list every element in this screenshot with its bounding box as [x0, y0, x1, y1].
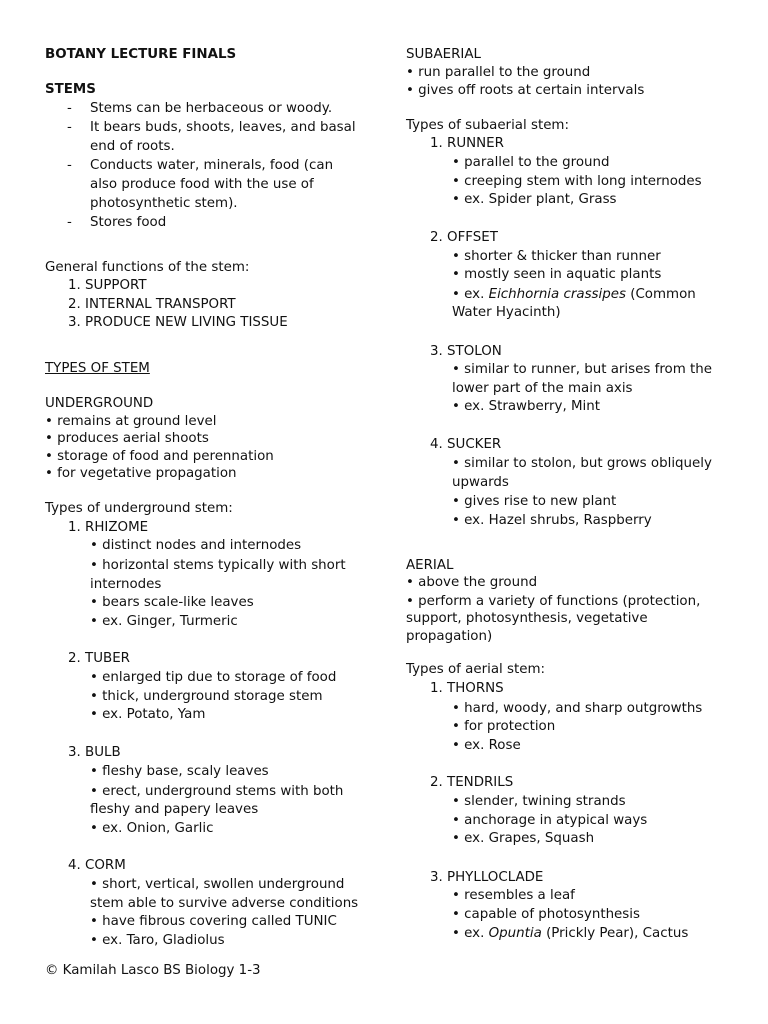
stems-point: also produce food with the use of [90, 177, 314, 192]
underground-bullet: • produces aerial shoots [45, 431, 209, 446]
bulb-line: • ex. Onion, Garlic [90, 821, 214, 836]
underground-bullet: • for vegetative propagation [45, 466, 237, 481]
thorns-line: • hard, woody, and sharp outgrowths [452, 701, 703, 716]
function-item: 1. SUPPORT [68, 278, 147, 293]
rhizome-line: • bears scale-like leaves [90, 595, 254, 610]
runner-line: • creeping stem with long internodes [452, 174, 702, 189]
runner-line: • ex. Spider plant, Grass [452, 192, 617, 207]
rhizome-line: • horizontal stems typically with short [90, 558, 346, 573]
function-item: 3. PRODUCE NEW LIVING TISSUE [68, 315, 288, 330]
rhizome-title: 1. RHIZOME [68, 520, 149, 535]
offset-example-prefix: • ex. [452, 287, 489, 302]
thorns-line: • for protection [452, 719, 556, 734]
dash-marker: - [67, 120, 72, 135]
underground-bullet: • storage of food and perennation [45, 449, 274, 464]
sucker-title: 4. SUCKER [430, 437, 502, 452]
phylloclade-example-suffix: (Prickly Pear), Cactus [541, 926, 689, 941]
corm-line: • have fibrous covering called TUNIC [90, 914, 337, 929]
phylloclade-example [452, 925, 688, 944]
sucker-line: upwards [452, 475, 509, 490]
offset-line: • mostly seen in aquatic plants [452, 267, 662, 282]
tendrils-line: • slender, twining strands [452, 794, 626, 809]
stolon-line: • similar to runner, but arises from the [452, 362, 712, 377]
subaerial-types-heading: Types of subaerial stem: [406, 118, 569, 133]
dash-marker: - [67, 158, 72, 173]
bulb-line: • erect, underground stems with both [90, 784, 344, 799]
tendrils-title: 2. TENDRILS [430, 775, 514, 790]
stems-point: Conducts water, minerals, food (can [90, 158, 334, 173]
types-of-stem-heading: TYPES OF STEM [45, 361, 150, 376]
runner-line: • parallel to the ground [452, 155, 610, 170]
stems-point: Stems can be herbaceous or woody. [90, 101, 333, 116]
rhizome-line: • ex. Ginger, Turmeric [90, 614, 238, 629]
corm-line: • ex. Taro, Gladiolus [90, 933, 225, 948]
tendrils-line: • ex. Grapes, Squash [452, 831, 595, 846]
phylloclade-line: • resembles a leaf [452, 888, 575, 903]
underground-heading: UNDERGROUND [45, 396, 154, 411]
underground-bullet: • remains at ground level [45, 414, 217, 429]
rhizome-line: internodes [90, 577, 162, 592]
aerial-bullet: propagation) [406, 629, 493, 644]
functions-heading: General functions of the stem: [45, 260, 250, 275]
document-title: BOTANY LECTURE FINALS [45, 47, 237, 62]
sucker-line: • similar to stolon, but grows obliquely [452, 456, 712, 471]
stolon-line: lower part of the main axis [452, 381, 633, 396]
corm-line: stem able to survive adverse conditions [90, 896, 359, 911]
runner-title: 1. RUNNER [430, 136, 504, 151]
rhizome-line: • distinct nodes and internodes [90, 538, 302, 553]
phylloclade-example-species: Opuntia [488, 926, 542, 941]
stolon-title: 3. STOLON [430, 344, 502, 359]
bulb-title: 3. BULB [68, 745, 121, 760]
aerial-types-heading: Types of aerial stem: [406, 662, 546, 677]
aerial-bullet: • perform a variety of functions (protection, [406, 594, 701, 609]
offset-example-species: Eichhornia crassipes [488, 287, 626, 302]
phylloclade-example-prefix: • ex. [452, 926, 489, 941]
thorns-line: • ex. Rose [452, 738, 521, 753]
phylloclade-line: • capable of photosynthesis [452, 907, 640, 922]
offset-example-suffix: (Common [625, 287, 696, 302]
tuber-title: 2. TUBER [68, 651, 130, 666]
subaerial-heading: SUBAERIAL [406, 47, 481, 62]
tuber-line: • ex. Potato, Yam [90, 707, 206, 722]
aerial-heading: AERIAL [406, 558, 454, 573]
offset-line: • shorter & thicker than runner [452, 249, 661, 264]
offset-example [452, 286, 696, 305]
sucker-line: • ex. Hazel shrubs, Raspberry [452, 513, 652, 528]
bulb-line: fleshy and papery leaves [90, 802, 259, 817]
corm-line: • short, vertical, swollen underground [90, 877, 345, 892]
sucker-line: • gives rise to new plant [452, 494, 617, 509]
stems-point: photosynthetic stem). [90, 196, 238, 211]
offset-example-cont: Water Hyacinth) [452, 305, 561, 320]
subaerial-bullet: • run parallel to the ground [406, 65, 591, 80]
stems-point: Stores food [90, 215, 167, 230]
stems-heading: STEMS [45, 82, 96, 97]
bulb-line: • fleshy base, scaly leaves [90, 764, 269, 779]
footer-credit: © Kamilah Lasco BS Biology 1-3 [45, 963, 261, 978]
aerial-bullet: support, photosynthesis, vegetative [406, 611, 648, 626]
stems-point: It bears buds, shoots, leaves, and basal [90, 120, 356, 135]
tuber-line: • thick, underground storage stem [90, 689, 323, 704]
corm-title: 4. CORM [68, 858, 126, 873]
aerial-bullet: • above the ground [406, 575, 538, 590]
stolon-line: • ex. Strawberry, Mint [452, 399, 600, 414]
subaerial-bullet: • gives off roots at certain intervals [406, 83, 645, 98]
tuber-line: • enlarged tip due to storage of food [90, 670, 337, 685]
stems-point: end of roots. [90, 139, 175, 154]
function-item: 2. INTERNAL TRANSPORT [68, 297, 236, 312]
offset-title: 2. OFFSET [430, 230, 498, 245]
thorns-title: 1. THORNS [430, 681, 504, 696]
underground-types-heading: Types of underground stem: [45, 501, 233, 516]
tendrils-line: • anchorage in atypical ways [452, 813, 648, 828]
phylloclade-title: 3. PHYLLOCLADE [430, 870, 544, 885]
dash-marker: - [67, 215, 72, 230]
dash-marker: - [67, 101, 72, 116]
